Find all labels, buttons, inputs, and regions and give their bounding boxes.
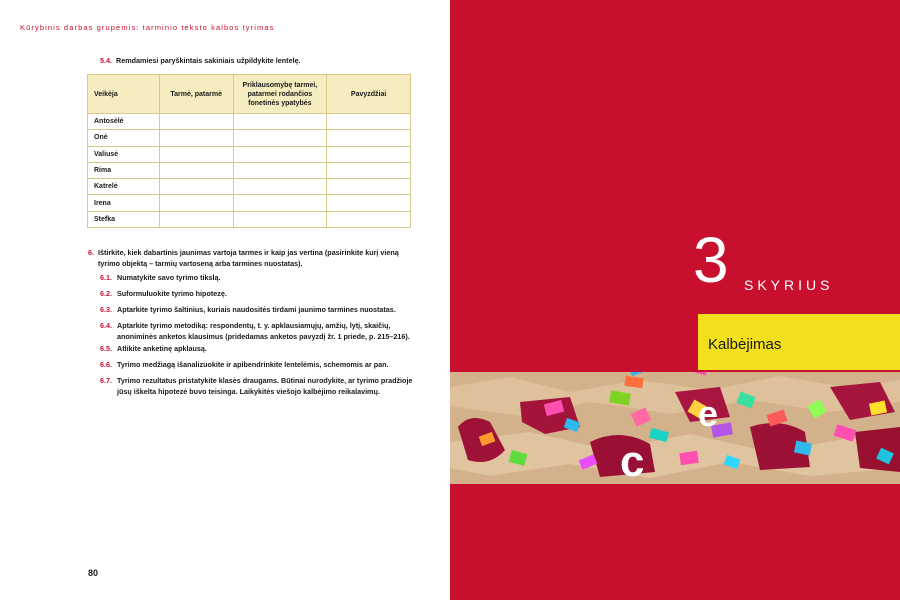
empty-cell[interactable] — [233, 130, 327, 146]
empty-cell[interactable] — [159, 130, 233, 146]
empty-cell[interactable] — [233, 179, 327, 195]
subtask-number: 6.6. — [100, 360, 112, 369]
subtask-text: Tyrimo medžiagą išanalizuokite ir apibendrinkite lentelėmis, schemomis ar pan. — [117, 360, 389, 369]
empty-cell[interactable] — [233, 211, 327, 227]
subtask-text: Suformuluokite tyrimo hipotezę. — [117, 289, 227, 298]
subtask-6-5 — [100, 344, 418, 355]
empty-cell[interactable] — [327, 130, 411, 146]
empty-cell[interactable] — [233, 195, 327, 211]
col-header-examples: Pavyzdžiai — [327, 75, 411, 114]
row-label: Stefka — [88, 211, 160, 227]
table-row — [88, 130, 411, 146]
subtask-number: 6.7. — [100, 376, 112, 385]
col-header-dialect: Tarmė, patarmė — [159, 75, 233, 114]
subtask-number: 6.5. — [100, 344, 112, 353]
row-label: Antosėlė — [88, 114, 160, 130]
empty-cell[interactable] — [233, 146, 327, 162]
table-row — [88, 195, 411, 211]
subtask-text: Tyrimo rezultatus pristatykite klasės draugams. Būtinai nurodykite, ar tyrimo pradžioje jūsų iškelta hipotezė buvo teisinga. Laikykitės viešojo kalbėjimo reikalavimų. — [117, 376, 413, 396]
row-label: Katrelė — [88, 179, 160, 195]
subtask-6-7 — [100, 376, 418, 397]
row-label: Irena — [88, 195, 160, 211]
art-letter-e: e — [698, 393, 719, 434]
page-number: 80 — [88, 568, 99, 578]
subtask-text: Atlikite anketinę apklausą. — [117, 344, 207, 353]
empty-cell[interactable] — [159, 162, 233, 178]
empty-cell[interactable] — [327, 211, 411, 227]
task-text: Ištirkite, kiek dabartinis jaunimas vartoja tarmes ir kaip jas vertina (pasirinkite kurį vieną tyrimo objektą – tarmių vartoseną arba tarmines nuostatas). — [98, 248, 399, 268]
task-5-4 — [100, 55, 301, 67]
table-header-row — [88, 75, 411, 114]
empty-cell[interactable] — [327, 162, 411, 178]
empty-cell[interactable] — [159, 211, 233, 227]
empty-cell[interactable] — [159, 179, 233, 195]
table-row — [88, 162, 411, 178]
empty-cell[interactable] — [159, 146, 233, 162]
task-number: 5.4. — [100, 56, 112, 65]
chapter-word: SKYRIUS — [744, 277, 834, 293]
collage-artwork — [450, 372, 900, 484]
empty-cell[interactable] — [159, 114, 233, 130]
chapter-opener-page — [450, 0, 900, 600]
subtask-number: 6.4. — [100, 321, 112, 330]
chapter-title: Kalbėjimas — [708, 336, 782, 353]
subtask-6-2 — [100, 289, 418, 300]
subtask-number: 6.1. — [100, 273, 112, 282]
table-row — [88, 211, 411, 227]
art-letter-c: c — [620, 437, 645, 484]
subtask-text: Numatykite savo tyrimo tikslą. — [117, 273, 221, 282]
empty-cell[interactable] — [233, 114, 327, 130]
task-number: 6. — [88, 248, 94, 257]
empty-cell[interactable] — [327, 146, 411, 162]
subtask-6-4 — [100, 321, 418, 342]
col-header-features: Priklausomybę tarmei, patarmei rodančios fonetinės ypatybės — [233, 75, 327, 114]
subtask-number: 6.2. — [100, 289, 112, 298]
subtask-text: Aptarkite tyrimo šaltinius, kuriais naudositės tirdami jaunimo tarmines nuostatas. — [117, 305, 396, 314]
fill-in-table — [87, 74, 411, 228]
empty-cell[interactable] — [327, 195, 411, 211]
subtask-6-1 — [100, 273, 418, 284]
subtask-number: 6.3. — [100, 305, 112, 314]
subtask-6-3 — [100, 305, 418, 316]
row-label: Rima — [88, 162, 160, 178]
table-row — [88, 179, 411, 195]
table-row — [88, 114, 411, 130]
empty-cell[interactable] — [327, 179, 411, 195]
task-6 — [88, 247, 418, 269]
empty-cell[interactable] — [159, 195, 233, 211]
row-label: Valiusė — [88, 146, 160, 162]
empty-cell[interactable] — [233, 162, 327, 178]
col-header-character: Veikėja — [88, 75, 160, 114]
row-label: Onė — [88, 130, 160, 146]
running-header: Kūrybinis darbas grupėmis: tarminio teksto kalbos tyrimas — [20, 23, 275, 32]
task-text: Remdamiesi paryškintais sakiniais užpildykite lentelę. — [116, 56, 301, 65]
subtask-text: Aptarkite tyrimo metodiką: respondentų, t. y. apklausiamųjų, amžių, lytį, skaičių, anoniminės anketos klausimus (pridedamas anketos pavyzdį žr. 1 priede, p. 215–216). — [117, 321, 410, 341]
table-row — [88, 146, 411, 162]
chapter-number: 3 — [693, 224, 729, 296]
subtask-6-6 — [100, 360, 418, 371]
empty-cell[interactable] — [327, 114, 411, 130]
